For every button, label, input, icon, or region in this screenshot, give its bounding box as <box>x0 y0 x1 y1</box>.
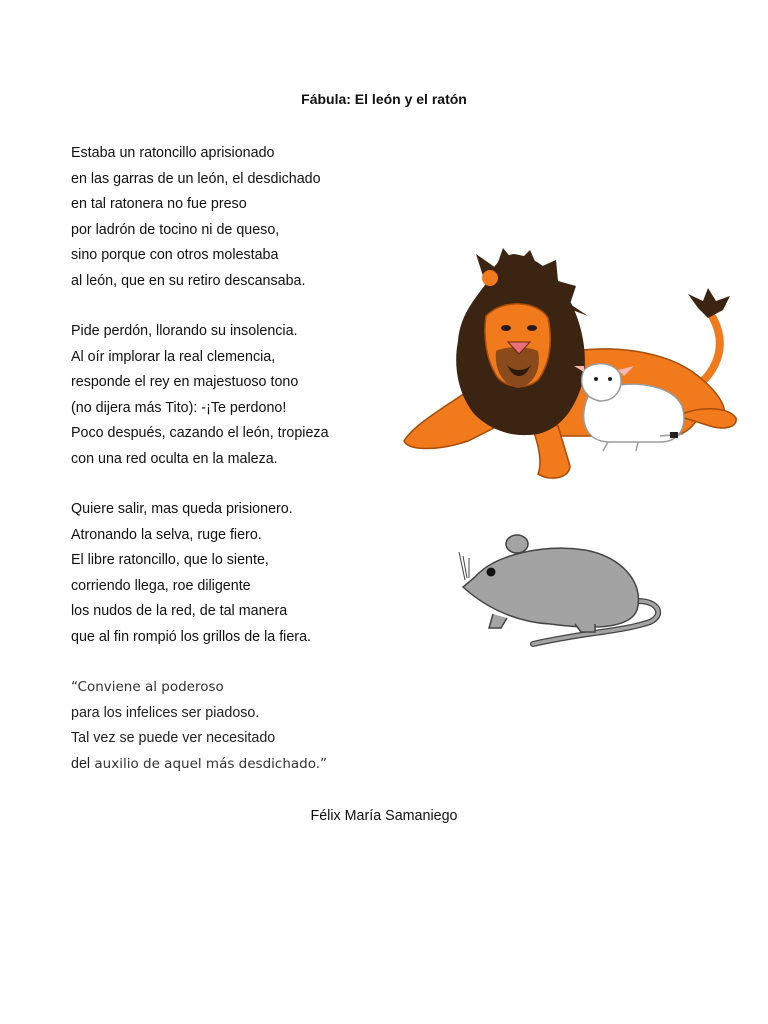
stanza-2 <box>71 319 401 472</box>
lion-tail-tuft <box>688 288 730 318</box>
verse-line: responde el rey en majestuoso tono <box>71 374 299 390</box>
verse-line: El libre ratoncillo, que lo siente, <box>71 552 269 568</box>
verse-line: con una red oculta en la maleza. <box>71 450 278 467</box>
document-title: Fábula: El león y el ratón <box>301 91 467 107</box>
verse-line: Atronando la selva, ruge fiero. <box>71 526 262 543</box>
verse-line: Estaba un ratoncillo aprisionado <box>71 145 275 161</box>
mouse-hind-leg <box>575 624 595 632</box>
verse-line: Pide perdón, llorando su insolencia. <box>71 323 298 339</box>
verse-line: sino porque con otros molestaba <box>71 247 279 263</box>
verse-line: que al fin rompió los grillos de la fiera. <box>71 628 311 645</box>
lion-eye-left <box>501 325 511 331</box>
moral-line-end: auxilio de aquel más desdichado.” <box>90 755 328 772</box>
lamb-eye <box>608 377 612 381</box>
verse-line: Quiere salir, mas queda prisionero. <box>71 501 293 517</box>
mouse-whiskers <box>459 552 469 580</box>
verse-line: corriendo llega, roe diligente <box>71 577 251 594</box>
verse-line: Al oír implorar la real clemencia, <box>71 348 276 365</box>
moral-line <box>71 752 401 778</box>
lion-eye-right <box>527 325 537 331</box>
moral-stanza <box>71 675 401 777</box>
verse-line: al león, que en su retiro descansaba. <box>71 272 306 289</box>
author-signature: Félix María Samaniego <box>310 808 458 824</box>
poem <box>71 141 401 802</box>
moral-line: Tal vez se puede ver necesitado <box>71 730 276 746</box>
grey-mouse-illustration <box>455 532 670 650</box>
lamb-head <box>582 364 621 401</box>
stanza-3 <box>71 497 401 650</box>
moral-line-start: del <box>71 755 91 772</box>
lamb-eye <box>594 377 598 381</box>
mouse-front-leg <box>489 614 507 628</box>
mouse-body <box>463 548 638 627</box>
verse-line: Poco después, cazando el león, tropieza <box>71 425 329 441</box>
mouse-ear <box>506 535 528 553</box>
verse-line: por ladrón de tocino ni de queso, <box>71 221 280 238</box>
lamb-hoof <box>670 432 678 438</box>
lion-with-lamb-illustration <box>398 246 743 486</box>
verse-line: los nudos de la red, de tal manera <box>71 603 288 619</box>
verse-line: (no dijera más Tito): -¡Te perdono! <box>71 399 287 416</box>
moral-line: para los infelices ser piadoso. <box>71 704 260 721</box>
lion-ear-left <box>482 270 498 286</box>
stanza-1 <box>71 141 401 294</box>
verse-line: en las garras de un león, el desdichado <box>71 170 321 187</box>
verse-line: en tal ratonera no fue preso <box>71 196 247 212</box>
moral-line: “Conviene al poderoso <box>71 679 224 695</box>
mouse-eye <box>487 568 496 577</box>
